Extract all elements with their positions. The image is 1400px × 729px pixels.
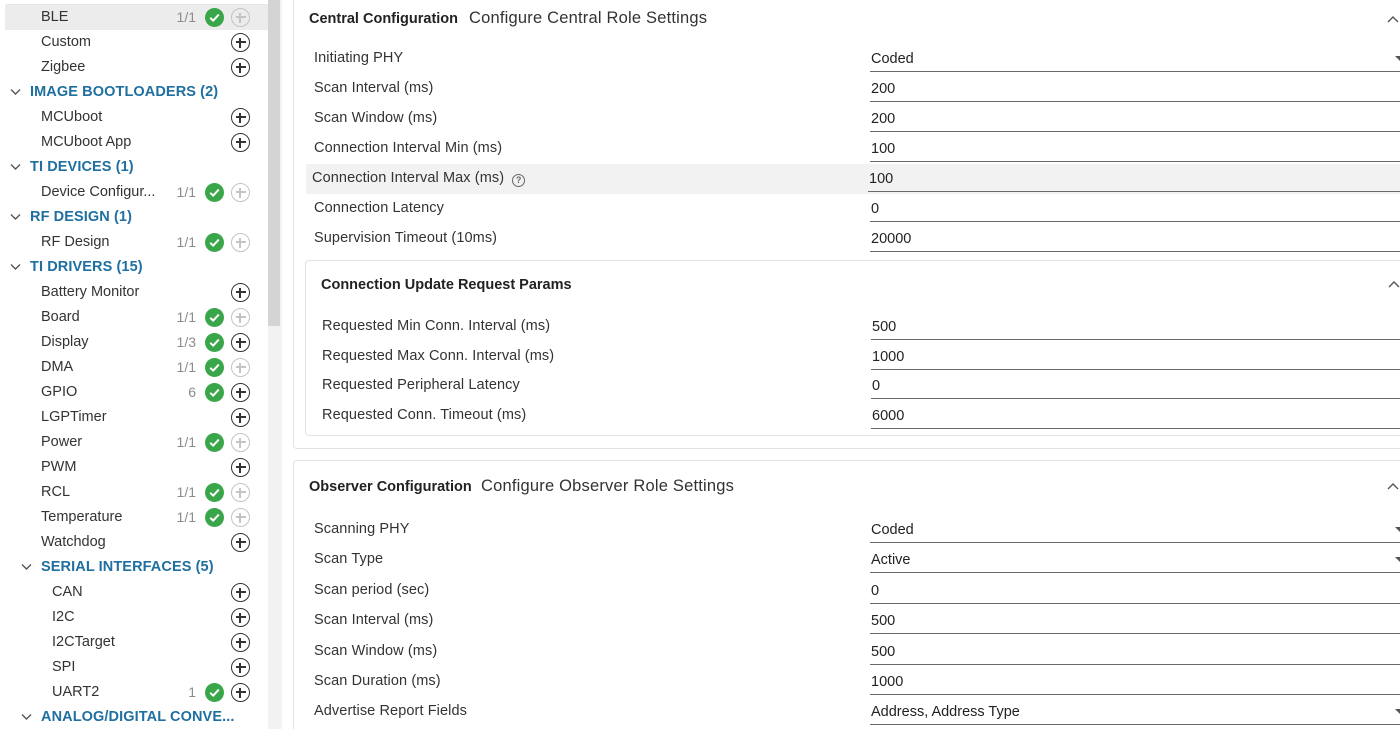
input-value[interactable]: 0 [871,201,880,217]
chevron-up-icon[interactable] [1386,12,1400,22]
instance-count: 1/3 [176,334,196,350]
field-label-text: Requested Conn. Timeout (ms) [322,407,527,424]
sidebar-scrollbar-thumb[interactable] [268,0,280,326]
instance-count: 1/1 [176,359,196,375]
input-value[interactable]: 500 [872,319,897,335]
central-field-connection-latency [308,194,1400,224]
add-circle-icon [231,358,250,377]
field-label-text: Initiating PHY [314,50,404,66]
sidebar-item-rf-design[interactable] [5,230,268,255]
sidebar-item-label: Display [41,334,89,350]
check-circle-icon [205,233,224,252]
dropdown-arrow-icon[interactable] [1395,557,1400,562]
instance-count: 1/1 [176,434,196,450]
add-circle-icon[interactable] [231,658,250,677]
sidebar-category-label: TI DEVICES (1) [30,159,134,175]
add-circle-icon[interactable] [231,333,250,352]
input-value[interactable]: 200 [871,81,896,97]
observer-field-scan-duration-ms [308,667,1400,697]
sidebar-item-gpio[interactable] [5,380,268,405]
sidebar-item-mcuboot-app[interactable] [5,130,268,155]
field-underline [870,221,1400,222]
field-label [322,348,554,364]
field-underline [870,131,1400,132]
field-label-text: Scan Interval (ms) [314,80,434,96]
observer-config-title: Observer Configuration [309,479,472,495]
input-value[interactable]: 100 [871,141,896,157]
input-value[interactable]: 0 [872,378,881,395]
sidebar-item-label: I2CTarget [52,634,115,650]
field-label [314,80,433,96]
sidebar-item-label: BLE [41,9,69,25]
field-label-text: Connection Interval Min (ms) [314,140,503,156]
sidebar-item-watchdog[interactable] [5,530,268,555]
field-label [322,407,526,423]
instance-count: 1/1 [176,184,196,200]
field-underline [870,694,1400,695]
field-label [322,318,550,334]
dropdown-arrow-icon[interactable] [1395,527,1400,532]
check-circle-icon [205,308,224,327]
sidebar-item-label: Zigbee [41,59,86,75]
field-label [314,140,502,156]
sidebar-item-spi[interactable] [5,655,268,680]
observer-field-advertise-report-fields [308,697,1400,727]
check-circle-icon [205,333,224,352]
sidebar-item-uart2[interactable] [5,680,268,705]
sidebar-item-label: Temperature [41,509,123,525]
sidebar-category-label: IMAGE BOOTLOADERS (2) [30,84,219,100]
input-value[interactable]: 200 [871,111,896,127]
chevron-down-icon[interactable] [20,710,34,724]
sidebar-item-label: LGPTimer [41,409,107,425]
check-circle-icon [205,383,224,402]
check-circle-icon [205,183,224,202]
chevron-down-icon[interactable] [20,560,34,574]
sidebar-category-ti-devices-1[interactable] [5,155,268,180]
central-field-scan-interval-ms [308,74,1400,104]
sidebar-item-label: Board [41,309,80,325]
add-circle-icon [231,508,250,527]
field-underline [871,339,1400,340]
field-underline [868,191,1400,192]
field-label [314,230,497,246]
central-field-initiating-phy [308,44,1400,74]
input-value[interactable]: 20000 [871,231,912,247]
input-value[interactable]: 100 [869,171,894,187]
field-underline [871,428,1400,429]
observer-field-scanning-phy [308,515,1400,545]
field-label-text: Scan Type [314,551,384,568]
dropdown-value[interactable]: Coded [871,51,914,67]
add-circle-icon [231,433,250,452]
observer-field-scan-window-ms [308,637,1400,667]
sidebar-item-label: DMA [41,359,74,375]
chevron-down-icon[interactable] [9,260,23,274]
sidebar-item-ble[interactable] [5,5,268,30]
check-circle-icon [205,508,224,527]
add-circle-icon[interactable] [231,133,250,152]
sidebar-category-image-bootloaders-2[interactable] [5,80,268,105]
observer-field-scan-type [308,545,1400,575]
instance-count: 1/1 [176,484,196,500]
field-label [314,673,441,689]
field-label-text: Scan Interval (ms) [314,612,434,629]
add-circle-icon [231,183,250,202]
input-value[interactable]: 1000 [872,348,905,365]
sidebar-category-analog-digital-conve[interactable] [5,705,268,729]
input-value[interactable]: 500 [871,613,896,630]
central-field-connection-interval-max-ms [306,164,1400,194]
field-underline [870,633,1400,634]
field-underline [870,603,1400,604]
connection-update-panel [305,260,1400,436]
field-label-text: Requested Peripheral Latency [322,377,520,394]
dropdown-arrow-icon[interactable] [1395,56,1400,61]
chevron-down-icon[interactable] [9,85,23,99]
add-circle-icon [231,233,250,252]
add-circle-icon[interactable] [231,58,250,77]
instance-count: 1/1 [176,9,196,25]
add-circle-icon[interactable] [231,283,250,302]
field-label [314,50,403,66]
field-label-text: Connection Latency [314,200,444,216]
sidebar-category-label: RF DESIGN (1) [30,209,132,225]
field-underline [870,101,1400,102]
field-label [312,170,525,187]
input-value[interactable]: 6000 [872,408,905,425]
field-underline [870,724,1400,725]
instance-count: 1/1 [176,234,196,250]
sidebar-item-custom[interactable] [5,30,268,55]
field-label [314,551,383,567]
sidebar-item-mcuboot[interactable] [5,105,268,130]
central-field-connection-interval-min-ms [308,134,1400,164]
sidebar-item-label: Custom [41,34,91,50]
add-circle-icon[interactable] [231,683,250,702]
sidebar-item-rcl[interactable] [5,480,268,505]
sidebar-item-label: RF Design [41,234,110,250]
sidebar-item-i2c[interactable] [5,605,268,630]
central-configuration-panel [293,0,1400,449]
sidebar-item-power[interactable] [5,430,268,455]
field-underline [871,369,1400,370]
module-sidebar [0,0,268,729]
field-label-text: Requested Max Conn. Interval (ms) [322,347,555,364]
sidebar-category-rf-design-1[interactable] [5,205,268,230]
update-field-requested-min-conn-interval-ms [316,312,1400,342]
observer-field-scan-interval-ms [308,606,1400,636]
sidebar-item-label: MCUboot [41,109,103,125]
field-underline [870,664,1400,665]
connection-update-title: Connection Update Request Params [321,277,572,293]
dropdown-value[interactable]: Address, Address Type [871,704,1020,721]
field-label [314,612,433,628]
update-field-requested-max-conn-interval-ms [316,342,1400,372]
add-circle-icon[interactable] [231,108,250,127]
field-label [314,643,437,659]
field-underline [871,398,1400,399]
field-label-text: Scan period (sec) [314,581,430,598]
configuration-pane [282,0,1400,729]
chevron-up-icon[interactable] [1387,277,1400,287]
field-label [314,200,444,216]
sidebar-top-edge [0,0,268,4]
field-label [314,582,429,598]
instance-count: 1/1 [176,309,196,325]
field-label-text: Supervision Timeout (10ms) [314,230,498,246]
sidebar-item-label: Battery Monitor [41,284,140,300]
update-field-requested-peripheral-latency [316,371,1400,401]
sidebar-item-temperature[interactable] [5,505,268,530]
observer-config-subtitle: Configure Observer Role Settings [481,477,735,495]
add-circle-icon [231,483,250,502]
central-field-scan-window-ms [308,104,1400,134]
sidebar-category-label: ANALOG/DIGITAL CONVE... [41,709,235,725]
instance-count: 1/1 [176,509,196,525]
add-circle-icon[interactable] [231,533,250,552]
sidebar-item-label: SPI [52,659,76,675]
check-circle-icon [205,483,224,502]
sidebar-item-label: Power [41,434,83,450]
instance-count: 6 [188,384,196,400]
field-label-text: Scanning PHY [314,521,410,537]
add-circle-icon[interactable] [231,633,250,652]
add-circle-icon[interactable] [231,583,250,602]
sidebar-category-label: SERIAL INTERFACES (5) [41,559,214,575]
input-value[interactable]: 500 [871,643,896,660]
sidebar-item-lgptimer[interactable] [5,405,268,430]
field-label [322,377,520,393]
add-circle-icon[interactable] [231,383,250,402]
field-label-text: Advertise Report Fields [314,703,467,720]
field-underline [870,161,1400,162]
sidebar-item-label: I2C [52,609,75,625]
sidebar-item-label: Watchdog [41,534,106,550]
dropdown-arrow-icon[interactable] [1395,709,1400,714]
sidebar-category-label: TI DRIVERS (15) [30,259,143,275]
sidebar-item-i2ctarget[interactable] [5,630,268,655]
sidebar-item-label: GPIO [41,384,78,400]
central-config-subtitle: Configure Central Role Settings [469,9,708,27]
add-circle-icon [231,8,250,27]
help-circle-icon[interactable]: ? [512,174,525,187]
sidebar-item-label: RCL [41,484,71,500]
field-underline [870,71,1400,72]
sidebar-category-serial-interfaces-5[interactable] [5,555,268,580]
sidebar-item-battery-monitor[interactable] [5,280,268,305]
field-label [314,110,437,126]
check-circle-icon [205,8,224,27]
update-field-requested-conn-timeout-ms [316,401,1400,431]
field-underline [870,251,1400,252]
input-value[interactable]: 0 [871,582,880,599]
sidebar-item-pwm[interactable] [5,455,268,480]
sidebar-item-label: Device Configur... [41,184,156,200]
add-circle-icon [231,308,250,327]
chevron-down-icon[interactable] [9,160,23,174]
check-circle-icon [205,683,224,702]
check-circle-icon [205,358,224,377]
sidebar-item-device-configur[interactable] [5,180,268,205]
input-value[interactable]: 1000 [871,674,904,690]
field-underline [870,542,1400,543]
sidebar-item-can[interactable] [5,580,268,605]
field-label-text: Scan Window (ms) [314,110,438,126]
add-circle-icon[interactable] [231,608,250,627]
dropdown-value[interactable]: Coded [871,522,914,538]
field-label-text: Scan Duration (ms) [314,673,441,689]
dropdown-value[interactable]: Active [871,552,911,569]
add-circle-icon[interactable] [231,408,250,427]
chevron-up-icon[interactable] [1386,479,1400,489]
sidebar-item-dma[interactable] [5,355,268,380]
field-underline [870,572,1400,573]
sidebar-item-label: PWM [41,459,77,475]
observer-configuration-panel [293,460,1400,729]
field-label-text: Connection Interval Max (ms) [312,170,505,186]
field-label-text: Scan Window (ms) [314,642,438,659]
central-config-title: Central Configuration [309,11,459,27]
field-label-text: Requested Min Conn. Interval (ms) [322,318,551,334]
sidebar-item-label: MCUboot App [41,134,132,150]
central-field-supervision-timeout-10ms [308,224,1400,254]
observer-field-scan-period-sec [308,576,1400,606]
chevron-down-icon[interactable] [9,210,23,224]
sidebar-item-display[interactable] [5,330,268,355]
sidebar-scrollbar[interactable] [268,0,280,729]
field-label [314,703,467,719]
sidebar-item-zigbee[interactable] [5,55,268,80]
sidebar-item-board[interactable] [5,305,268,330]
check-circle-icon [205,433,224,452]
field-label [314,521,410,537]
sidebar-item-label: UART2 [52,684,100,700]
instance-count: 1 [188,684,196,700]
add-circle-icon[interactable] [231,33,250,52]
sidebar-category-ti-drivers-15[interactable] [5,255,268,280]
sidebar-item-label: CAN [52,584,83,600]
add-circle-icon[interactable] [231,458,250,477]
